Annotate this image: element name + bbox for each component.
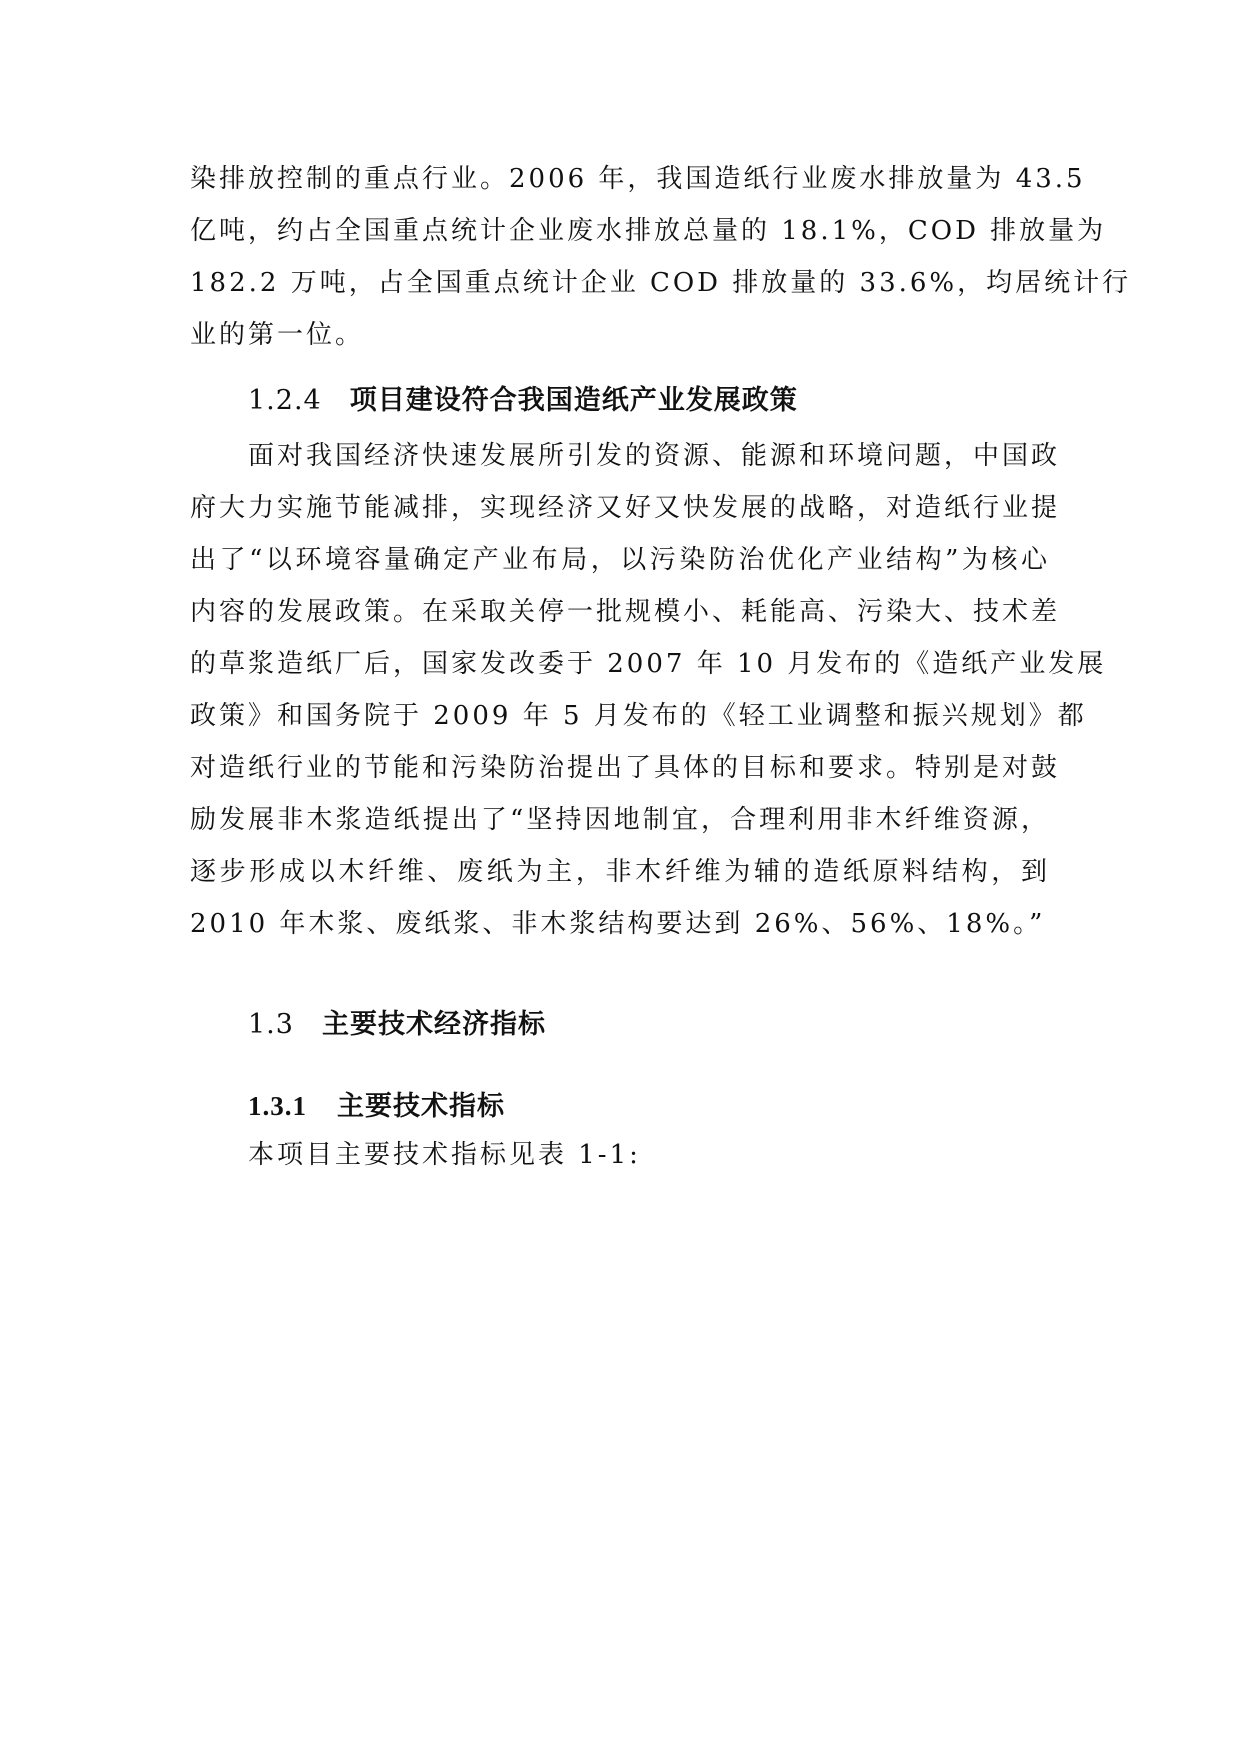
text-line: 182.2 万吨，占全国重点统计企业 COD 排放量的 33.6%，均居统计行 [190, 268, 1132, 298]
section-title: 主要技术经济指标 [321, 1009, 546, 1040]
section-number: 1.2.4 [248, 385, 322, 416]
section-title: 项目建设符合我国造纸产业发展政策 [349, 385, 798, 416]
text-line: 亿吨，约占全国重点统计企业废水排放总量的 18.1%，COD 排放量为 [190, 216, 1107, 246]
text-line: 政策》和国务院于 2009 年 5 月发布的《轻工业调整和振兴规划》都 [190, 701, 1087, 731]
text-line: 染排放控制的重点行业。2006 年，我国造纸行业废水排放量为 43.5 [190, 164, 1086, 194]
text-line: 本项目主要技术指标见表 1-1: [248, 1140, 641, 1170]
paragraph-wastewater-stats [190, 153, 1132, 361]
section-title: 主要技术指标 [337, 1091, 505, 1122]
section-number: 1.3.1 [248, 1091, 307, 1121]
text-line: 业的第一位。 [190, 320, 365, 350]
section-heading-1-3-1 [248, 1084, 505, 1123]
paragraph-table-reference [190, 1129, 1050, 1181]
text-line: 面对我国经济快速发展所引发的资源、能源和环境问题，中国政 [248, 441, 1061, 471]
section-heading-1-2-4 [248, 378, 798, 417]
text-line: 的草浆造纸厂后，国家发改委于 2007 年 10 月发布的《造纸产业发展 [190, 649, 1107, 679]
text-line: 逐步形成以木纤维、废纸为主，非木纤维为辅的造纸原料结构，到 [190, 857, 1050, 887]
paragraph-industry-policy [190, 430, 1107, 950]
text-line: 府大力实施节能减排，实现经济又好又快发展的战略，对造纸行业提 [190, 493, 1061, 523]
text-line: 励发展非木浆造纸提出了“坚持因地制宜，合理利用非木纤维资源， [190, 805, 1050, 835]
text-line: 2010 年木浆、废纸浆、非木浆结构要达到 26%、56%、18%。” [190, 909, 1046, 939]
section-heading-1-3 [248, 1002, 546, 1041]
text-line: 对造纸行业的节能和污染防治提出了具体的目标和要求。特别是对鼓 [190, 753, 1061, 783]
section-number: 1.3 [248, 1009, 294, 1040]
text-line: 内容的发展政策。在采取关停一批规模小、耗能高、污染大、技术差 [190, 597, 1061, 627]
text-line: 出了“以环境容量确定产业布局，以污染防治优化产业结构”为核心 [190, 545, 1050, 575]
